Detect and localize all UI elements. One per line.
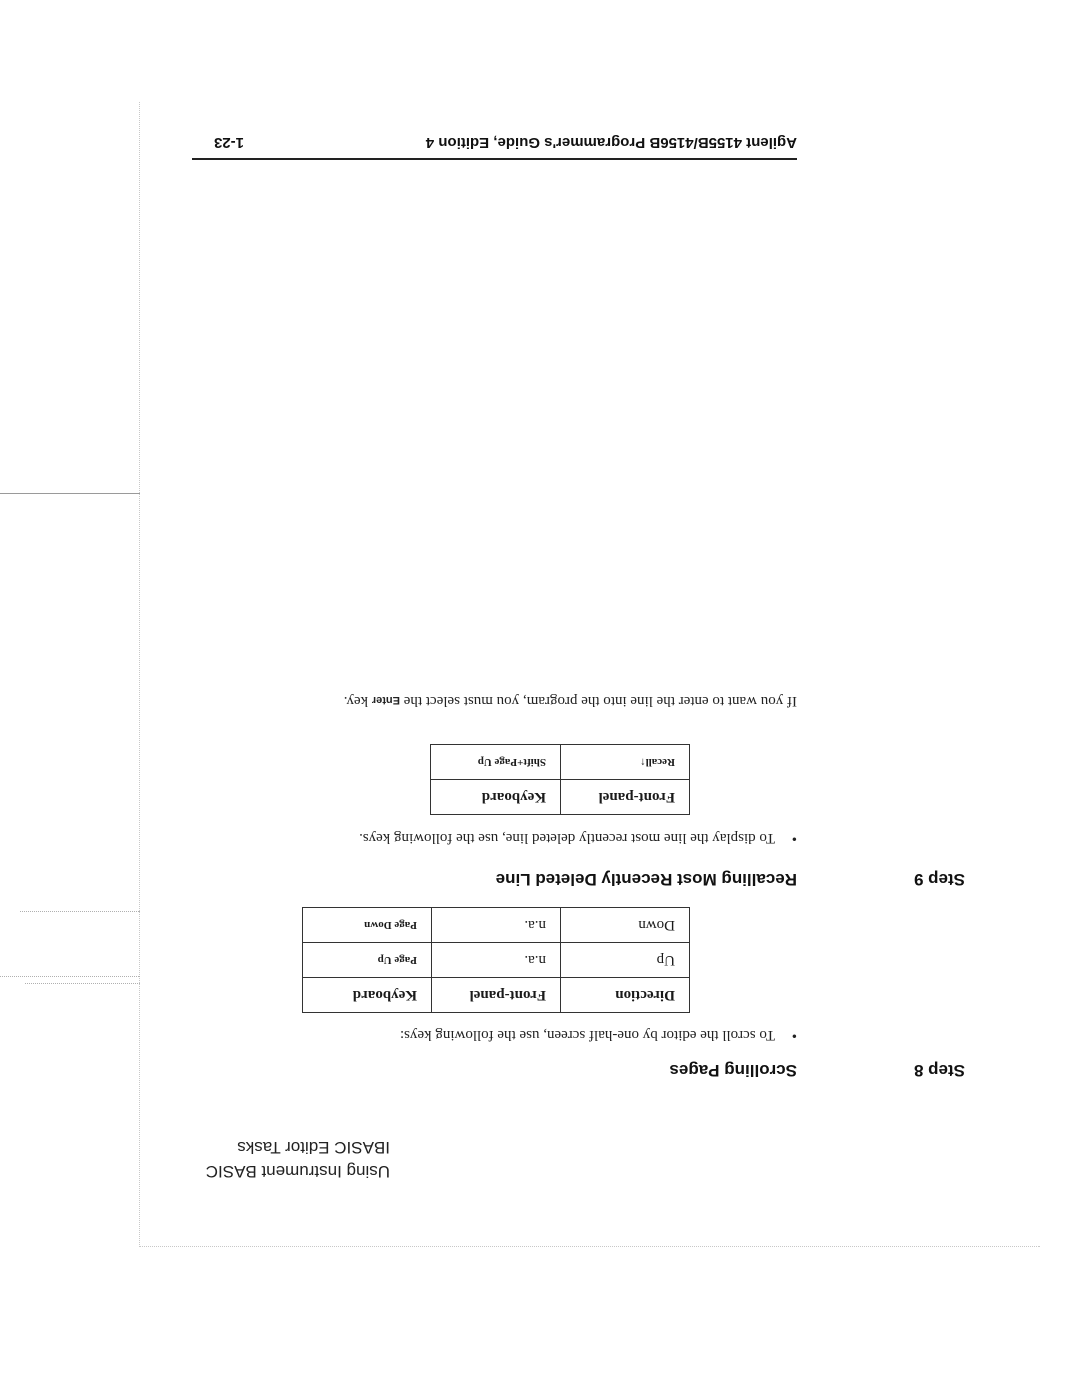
bullet-dot: • [791,830,797,846]
scan-border-right [139,102,140,1247]
binding-mark [0,493,140,494]
table-header: Keyboard [303,978,432,1013]
table-cell: Shift+Page Up [431,745,561,780]
table-cell: n.a. [432,908,561,943]
table-header: Front-panel [561,780,690,815]
bullet-item [400,1026,797,1043]
note-text: key. [343,693,372,709]
table-header-row [431,780,690,815]
bullet-text: To display the line most recently deleted line, use the following keys. [359,830,775,846]
scan-artifact-line [20,911,140,912]
table-header-row [303,978,690,1013]
step-title: Recalling Most Recently Deleted Line [495,870,797,889]
table-cell: Page Down [303,908,432,943]
chapter-title: Using Instrument BASIC [205,1162,390,1181]
note-paragraph [344,692,797,709]
table-cell: Page Up [303,943,432,978]
page-number: 1-23 [213,134,244,151]
footer-title: Agilent 4155B/4156B Programmer's Guide, Edition 4 [425,134,797,151]
step-label: Step 9 [913,870,965,889]
bullet-dot: • [791,1027,797,1043]
table-header: Front-panel [432,978,561,1013]
table-row [431,745,690,780]
table-cell: Down [561,908,690,943]
table-header: Keyboard [431,780,561,815]
footer-rule [192,158,797,160]
bullet-item [359,829,797,846]
note-text: If you want to enter the line into the program, you must select the [400,693,797,709]
scan-border-top [140,1246,1040,1247]
scan-artifact-line [0,976,140,977]
table-row [303,908,690,943]
recall-keys-table [430,744,690,815]
table-cell: Up [561,943,690,978]
running-header [206,1135,390,1183]
scroll-keys-table [302,907,690,1013]
scan-artifact-line [25,983,140,984]
table-cell: Recall↑ [561,745,690,780]
bullet-text: To scroll the editor by one-half screen, use the following keys: [399,1027,775,1043]
step-label: Step 8 [913,1061,965,1080]
table-header: Direction [561,978,690,1013]
section-title: IBASIC Editor Tasks [237,1138,390,1157]
enter-key-label: Enter [371,694,401,706]
table-row [303,943,690,978]
table-cell: n.a. [432,943,561,978]
step-title: Scrolling Pages [669,1061,797,1080]
